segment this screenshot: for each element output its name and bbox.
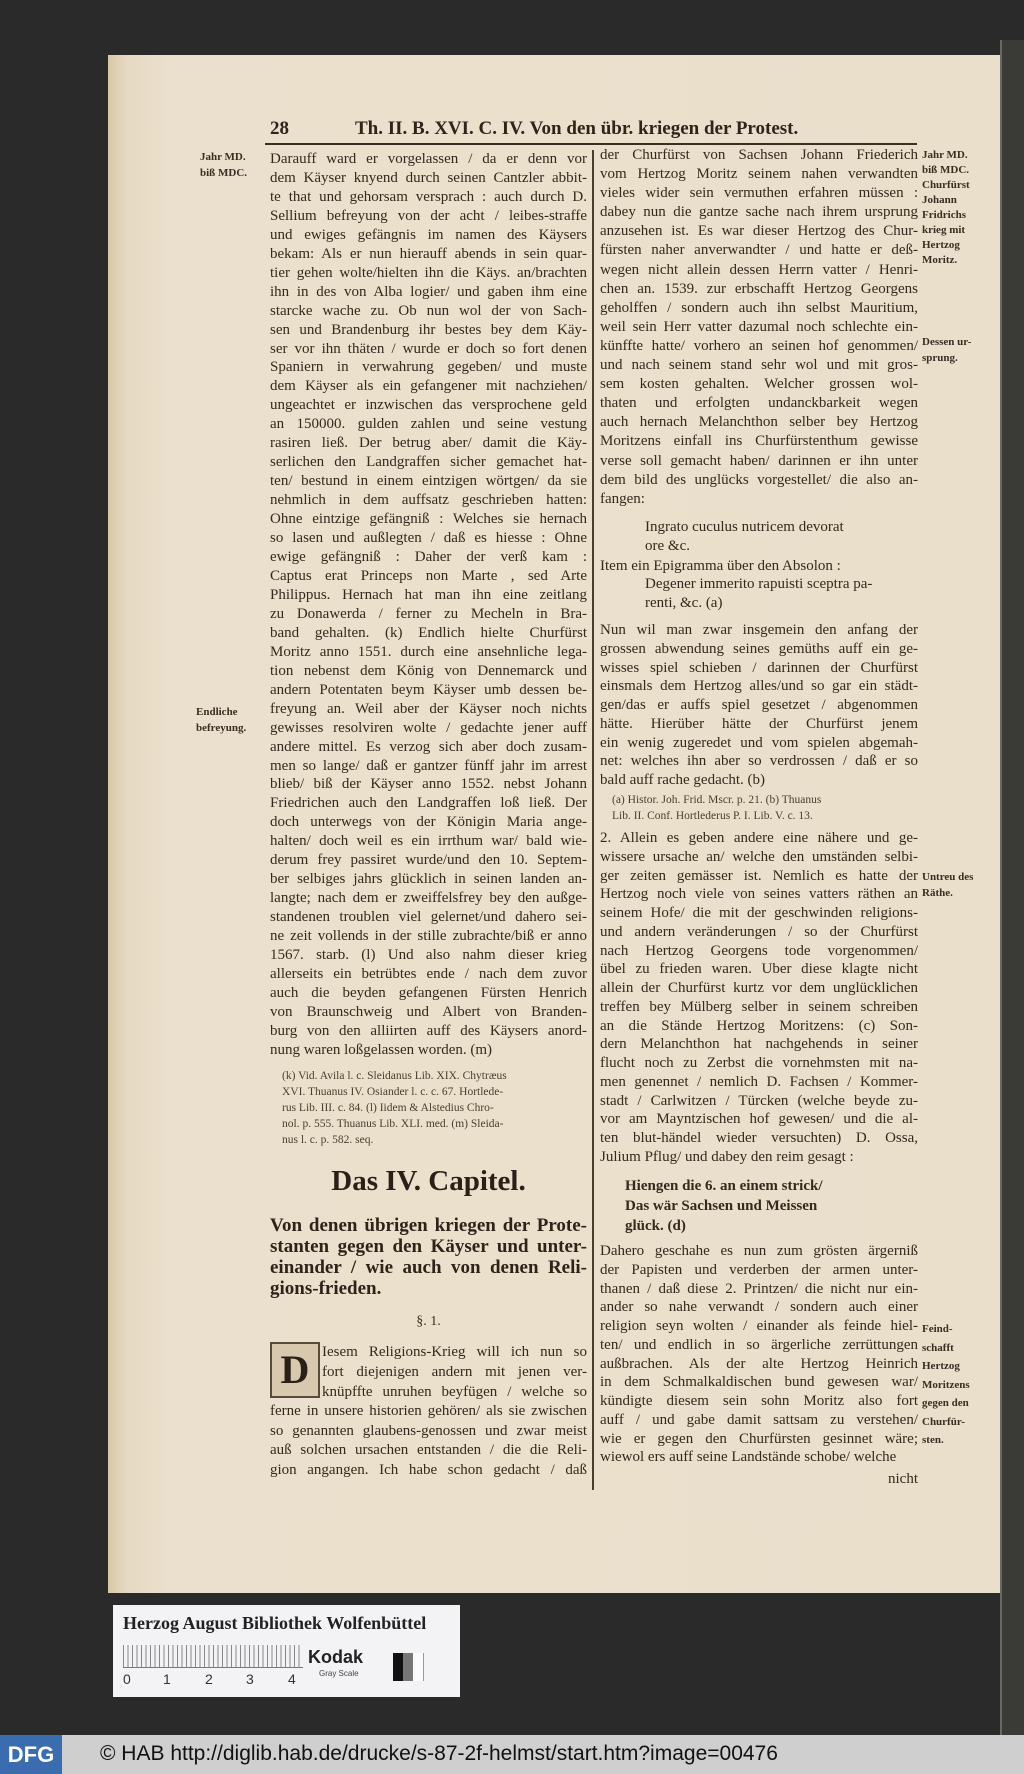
text-line: Hertzog xyxy=(922,1360,960,1372)
text-line: wiewol ers auff seine Landstände schobe/ welche xyxy=(600,1449,897,1466)
paragraph xyxy=(270,1402,587,1480)
paragraph xyxy=(600,829,918,1167)
latin-verse xyxy=(645,575,915,613)
running-title: Th. II. B. XVI. C. IV. Von den übr. kriegen der Protest. xyxy=(355,118,799,139)
latin-verse xyxy=(645,518,915,556)
gray-swatch-black xyxy=(393,1653,403,1681)
library-scale-card xyxy=(113,1605,460,1697)
text-line: ber selbiges jahrs glücklich in seinen landen an- xyxy=(270,871,587,888)
text-line: künffte hatte/ vorhero an seinen hof genommen/ xyxy=(600,337,918,354)
ruler-number: 0 xyxy=(123,1671,131,1687)
text-line: Iesem Religions-Krieg will ich nun so xyxy=(322,1344,587,1360)
text-line: und nach seinem stand sehr wol und mit gros- xyxy=(600,357,918,374)
text-line: vieles wider sein vermuthen erfahren müssen : xyxy=(600,185,918,202)
text-line: Captus erat Princeps non Marte , sed Arte xyxy=(270,567,587,584)
text-line: dern Melanchthon hat nachgehends in seiner xyxy=(600,1036,918,1053)
text-line: dabey nun die gantze sache nach ihrem ursprung xyxy=(600,204,918,221)
text-line: Nun wil man zwar insgemein den anfang der xyxy=(600,622,918,638)
text-line: so lasen und außlegten / daß es hiesse : Ohne xyxy=(270,530,587,547)
text-line: stanten gegen den Käyser und unter- xyxy=(270,1236,587,1257)
text-line: treffen bey Mülberg selber in seinem schreiben xyxy=(600,998,918,1015)
text-line: gen/das er auffs spiel gesetzet / abgenommen xyxy=(600,697,918,713)
text-line: an 150000. gulden zahlen und seine vestung xyxy=(270,416,587,433)
text-line: wie er gegen den Churfürsten gesinnet wäre; xyxy=(600,1430,918,1447)
text-line: (k) Vid. Avila l. c. Sleidanus Lib. XIX. Chytræus xyxy=(282,1070,507,1082)
text-line: sen und Brandenburg ihr bestes bey dem Käy- xyxy=(270,321,587,338)
text-line: biß MDC. xyxy=(200,166,248,179)
text-line: Räthe. xyxy=(922,886,953,899)
text-line: Moritzens einfall ins Churfürstenthum gewisse xyxy=(600,433,918,450)
text-line: men so lange/ daß er gantzer fünff jahr im arrest xyxy=(270,757,587,774)
text-line: ein wenig zugeredet und vom spielen abgemah- xyxy=(600,734,918,751)
text-line: burg von den alliirten auff des Käysers anord- xyxy=(270,1022,587,1039)
text-line: Fridrichs xyxy=(922,209,966,221)
text-line: bekam: Als er nun hierauff abends in sein quar- xyxy=(270,245,587,262)
text-line: nus l. c. p. 582. seq. xyxy=(282,1134,374,1146)
text-line: seinem Hofe/ die mit der geschwinden religions- xyxy=(600,905,918,921)
text-line: tier gehen wolte/hielten ihn die Käys. an/brachten xyxy=(270,264,587,281)
text-line: ne zeit vollends in der stille zubrachte/biß er anno xyxy=(270,928,587,945)
text-line: Friedrichen auch den Landgraffen loß ließ. Der xyxy=(270,795,587,812)
text-line: rus Lib. III. c. 84. (l) Iidem & Alstedius Chro- xyxy=(282,1102,494,1114)
text-line: ser vor ihn thäten / wurde er doch so fort denen xyxy=(270,340,587,357)
text-line: sprung. xyxy=(922,351,958,364)
text-line: allein der Churfürst kurtz vor dem unglücklichen xyxy=(600,980,918,996)
text-line: von Braunschweig und Albert von Branden- xyxy=(270,1003,587,1020)
margin-note-councillors xyxy=(922,870,996,901)
page-number: 28 xyxy=(270,118,289,139)
text-line: auch hernach Melanchthon selber bey Hertzog xyxy=(600,414,918,431)
text-line: doch unterwegs von der Königin Maria ange- xyxy=(270,814,587,831)
text-line: Johann xyxy=(922,194,957,206)
text-line: schafft xyxy=(922,1341,954,1354)
text-line: einsmals dem Hertzog alles/und so gar ein städt- xyxy=(600,678,918,695)
text-line: ten blut-händel wieder versuchten) D. Ossa, xyxy=(600,1130,918,1146)
margin-note-years xyxy=(200,150,268,181)
text-line: hätte. Hierüber hätte der Churfürst jenem xyxy=(600,715,918,732)
text-line: so genannten glaubens-genossen und zwar meist xyxy=(270,1422,587,1439)
ruler-number: 3 xyxy=(246,1671,254,1687)
text-line: Lib. II. Conf. Hortlederus P. I. Lib. V. c. 13. xyxy=(612,810,813,822)
text-line: der Papisten und verderben der armen unter- xyxy=(600,1261,918,1278)
rhyme-verse xyxy=(625,1176,915,1236)
text-line: und andern veränderungen / so der Churfürst xyxy=(600,923,918,940)
text-line: ihn in des von Alba logier/ und gaben ihm eine xyxy=(270,283,587,300)
paragraph xyxy=(600,146,918,509)
text-line: weil sein Herr vatter dazumal noch schlechte ein- xyxy=(600,318,918,335)
kodak-logo: Kodak xyxy=(308,1647,364,1667)
library-name: Herzog August Bibliothek Wolfenbüttel xyxy=(123,1613,427,1633)
text-line: übel zu frieden waren. Uber diese klagte nicht xyxy=(600,961,918,978)
text-line: men genennet / nemlich D. Fachsen / Kommer- xyxy=(600,1073,918,1090)
text-line: bald auff rache gedacht. (b) xyxy=(600,772,766,788)
text-line: fürsten naher anverwandter / und hatte er deß- xyxy=(600,242,918,259)
text-line: Untreu des xyxy=(922,871,974,883)
text-line: Ingrato cuculus nutricem devorat xyxy=(645,519,844,535)
text-line: anzusehen ist. Es war dieser Hertzog des Chur- xyxy=(600,223,918,240)
text-line: chen an. 1539. zur erbschafft Hertzog Georgens xyxy=(600,280,918,297)
text-line: nung waren loßgelassen worden. (m) xyxy=(270,1041,493,1058)
gray-swatch-mid xyxy=(403,1653,413,1681)
text-line: andern Potentaten beym Käyser umb dessen be- xyxy=(270,681,587,698)
text-line: stadt / Carlwitzen / Türcken (welche beyde zu- xyxy=(600,1092,918,1109)
text-line: Das wär Sachsen und Meissen xyxy=(625,1198,818,1214)
text-line: geholffen / sondern auch ihn selbst Mauritium, xyxy=(600,299,918,316)
chapter-subtitle xyxy=(270,1215,587,1299)
text-line: tion nebenst dem König von Dennemarck und xyxy=(270,662,587,679)
text-line: in dem Schmalkaldischen bund gewesen war/ xyxy=(600,1374,918,1391)
text-line: ungeachtet er inzwischen das versprochene geld xyxy=(270,397,587,414)
footnotes xyxy=(282,1068,587,1148)
text-line: Feind- xyxy=(922,1323,953,1335)
epigram-intro: Item ein Epigramma über den Absolon : xyxy=(600,558,841,574)
text-line: serlichen den Landgraffen sicher gemachet hat- xyxy=(270,454,587,471)
text-line: ewige gefängniß : Daher der verß kam : xyxy=(270,549,587,566)
text-line: grossen abwendung seines gemüths auff ein ge- xyxy=(600,640,918,657)
footnotes xyxy=(612,792,918,824)
text-line: gions-frieden. xyxy=(270,1278,382,1299)
text-line: befreyung. xyxy=(196,721,247,734)
text-line: Endliche xyxy=(196,706,238,718)
footer-bar xyxy=(0,1735,1024,1774)
text-line: Dessen ur- xyxy=(922,336,972,348)
text-line: blieb/ biß der Käyser anno 1552. nebst Johann xyxy=(270,776,587,793)
text-line: ferne in unsere historien gehören/ als sie zwischen xyxy=(270,1403,587,1419)
ruler-number: 2 xyxy=(205,1671,213,1687)
text-line: und ewiges gefängnis im namen des Käysers xyxy=(270,226,587,243)
text-line: net: welches ihn aber so verdrossen / daß er so xyxy=(600,753,918,770)
text-line: Jahr MD. xyxy=(922,149,968,161)
copyright-link[interactable]: © HAB http://diglib.hab.de/drucke/s-87-2f-helmst/start.htm?image=00476 xyxy=(100,1742,778,1765)
text-line: halten/ doch weil es ein irrthum war/ bald wie- xyxy=(270,833,587,850)
text-line: Von denen übrigen kriegen der Prote- xyxy=(270,1215,587,1236)
text-line: allerseits ein betrübtes ende / nach dem zuvor xyxy=(270,965,587,982)
text-line: einander / wie auch von denen Reli- xyxy=(270,1257,587,1278)
text-line: ten/ bestund in einem eintzigen wörtgen/ da sie xyxy=(270,473,587,490)
ruler-scale xyxy=(123,1645,303,1668)
text-line: ander so nahe verwandt / sondern auch einer xyxy=(600,1299,918,1316)
text-line: Hiengen die 6. an einem strick/ xyxy=(625,1178,823,1194)
text-line: Moritz anno 1551. durch eine ansehnliche lega- xyxy=(270,643,587,660)
text-line: dem Käyser als ein gefangener mit nachziehen/ xyxy=(270,378,587,395)
text-line: Darauff ward er vorgelassen / da er denn vor xyxy=(270,151,587,167)
dfg-logo: DFG xyxy=(0,1735,62,1774)
text-line: Moritz. xyxy=(922,254,958,266)
text-line: Ohne eintzige gefängniß : Welches sie hernach xyxy=(270,511,587,528)
text-line: wisses spiel schieben / darinnen der Churfürst xyxy=(600,659,918,676)
text-line: andere mittel. Es verzog sich aber doch zusam- xyxy=(270,738,587,755)
text-line: Spaniern in verwahrung gegeben/ und muste xyxy=(270,359,587,376)
paragraph-opening xyxy=(322,1342,587,1402)
text-line: gewisses resolviren wolte / gedachte jener auff xyxy=(270,719,587,736)
margin-note-enmity xyxy=(922,1320,996,1450)
text-line: zu Donawerda / ferner zu Mecheln in Bra- xyxy=(270,605,587,622)
text-line: XVI. Thuanus IV. Osiander l. c. c. 67. Hortlede- xyxy=(282,1086,504,1098)
margin-note-origin xyxy=(922,335,992,366)
text-line: ten/ und endlich in so ärgerliche zerrüttungen xyxy=(600,1336,918,1353)
text-line: vor am Mayntzischen hof gewesen/ und die al- xyxy=(600,1111,918,1128)
text-line: sten. xyxy=(922,1434,944,1446)
text-line: thaten und erfolgten undanckbarkeit wegen xyxy=(600,395,918,412)
text-line: Churfürst xyxy=(922,179,970,191)
text-line: auff / und gabe damit sattsam zu verstehen/ xyxy=(600,1411,918,1428)
text-line: glück. (d) xyxy=(625,1218,686,1234)
paragraph xyxy=(600,1242,918,1467)
text-line: an die Stände Hertzog Moritzens: (c) Son- xyxy=(600,1017,918,1034)
catchword: nicht xyxy=(888,1471,918,1487)
text-line: (a) Histor. Joh. Frid. Mscr. p. 21. (b) Thuanus xyxy=(612,794,822,806)
text-line: freyung an. Weil aber der Käyser noch nichts xyxy=(270,700,587,717)
text-line: fort diejenigen andern mit jenen ver- xyxy=(322,1364,587,1380)
gray-scale-label: Gray Scale xyxy=(319,1669,359,1678)
text-line: Dahero geschahe es nun zum grösten ärgerniß xyxy=(600,1243,918,1259)
text-line: dem bild des unglücks vorgestellet/ die also an- xyxy=(600,471,918,488)
text-line: nehmlich in dem auffsatz geschrieben hatten: xyxy=(270,492,587,509)
text-line: te that und gehorsam versprach : auch durch D. xyxy=(270,188,587,205)
text-line: vom Hertzog Moritz seinem nahen verwandten xyxy=(600,166,918,183)
text-line: dem Käyser knyend durch seinen Cantzler abbit- xyxy=(270,169,587,186)
text-line: Churfür- xyxy=(922,1415,965,1428)
text-line: der Churfürst von Sachsen Johann Friederich xyxy=(600,147,918,163)
text-line: starcke wache zu. Ob nun wol der von Sach- xyxy=(270,302,587,319)
chapter-title: Das IV. Capitel. xyxy=(331,1165,526,1197)
text-line: thanen / daß diese 2. Printzen/ die nicht nur ein- xyxy=(600,1280,918,1297)
column-divider xyxy=(592,150,594,1490)
text-line: 2. Allein es geben andere eine nähere und ge- xyxy=(600,830,918,846)
text-line: fangen: xyxy=(600,490,645,507)
text-line: sem kosten gehalten. Welcher grossen wol- xyxy=(600,376,918,393)
text-line: knüpffte unruhen beyfügen / welche so xyxy=(322,1384,587,1400)
text-line: biß MDC. xyxy=(922,164,970,176)
text-line: ore &c. xyxy=(645,537,690,554)
ruler-number: 4 xyxy=(288,1671,296,1687)
text-line: band gehalten. (k) Endlich hielte Churfürst xyxy=(270,624,587,641)
text-line: derum frey passiret wurde/und den 10. Septem- xyxy=(270,852,587,869)
gray-swatch-white xyxy=(413,1653,424,1681)
ruler-number: 1 xyxy=(163,1671,171,1687)
drop-cap-initial: D xyxy=(270,1342,320,1398)
text-line: Hertzog noch viele von seines vatters räthen an xyxy=(600,886,918,903)
section-mark: §. 1. xyxy=(416,1314,441,1329)
text-line: rasiren ließ. Der betrug aber/ damit die Käy- xyxy=(270,435,587,452)
text-line: ger zeiten gemässer ist. Nemlich es hatte der xyxy=(600,867,918,884)
text-line: auß solchen ursachen entstanden / die die Reli- xyxy=(270,1442,587,1458)
text-line: gegen den xyxy=(922,1397,969,1409)
text-line: wegen nicht allein dessen Herrn vatter / Henri- xyxy=(600,261,918,278)
text-line: wissere ursache an/ welche den umständen selbi- xyxy=(600,848,918,865)
text-line: Philippus. Hernach hat man ihn eine zeitlang xyxy=(270,586,587,603)
text-line: Degener immerito rapuisti sceptra pa- xyxy=(645,576,873,592)
margin-note-war xyxy=(922,148,992,268)
text-line: außbrachen. Als der alte Hertzog Heinrich xyxy=(600,1355,918,1372)
text-line: religion seyn wolten / einander als feinde hiel- xyxy=(600,1318,918,1334)
text-line: nol. p. 555. Thuanus Lib. XLI. med. (m) Sleida- xyxy=(282,1118,504,1130)
paragraph xyxy=(270,150,587,1060)
book-edge xyxy=(1000,40,1024,1740)
text-line: krieg mit xyxy=(922,224,966,236)
text-line: Moritzens xyxy=(922,1378,970,1391)
text-line: auch die beyden gefangenen Fürsten Henrich xyxy=(270,984,587,1001)
text-line: kündigte diesem sein sohn Moritz also fort xyxy=(600,1393,918,1409)
text-line: standenen troublen viel gelernet/und dahero sei- xyxy=(270,909,587,926)
text-line: Hertzog xyxy=(922,239,960,251)
text-line: langte; nach dem er zweiffelsfrey bey den außge- xyxy=(270,890,587,907)
text-line: 1567. starb. (l) Und also nahm dieser krieg xyxy=(270,947,587,964)
text-line: verse soll gemacht haben/ darinnen er ihn unter xyxy=(600,452,918,469)
margin-note-release xyxy=(196,705,268,736)
text-line: Julium Pflug/ und dabey den reim gesagt : xyxy=(600,1148,854,1165)
text-line: gion angangen. Ich habe schon gedacht / daß xyxy=(270,1461,587,1478)
text-line: Sellium befreyung von der acht / leibes-straffe xyxy=(270,207,587,224)
text-line: renti, &c. (a) xyxy=(645,594,723,611)
text-line: nach Hertzog Georgens tode vorgenommen/ xyxy=(600,942,918,959)
header-rule xyxy=(265,143,917,145)
text-line: flucht noch zu Zerbst die vornehmsten mit na- xyxy=(600,1055,918,1071)
text-line: Jahr MD. xyxy=(200,151,246,163)
paragraph xyxy=(600,621,918,790)
